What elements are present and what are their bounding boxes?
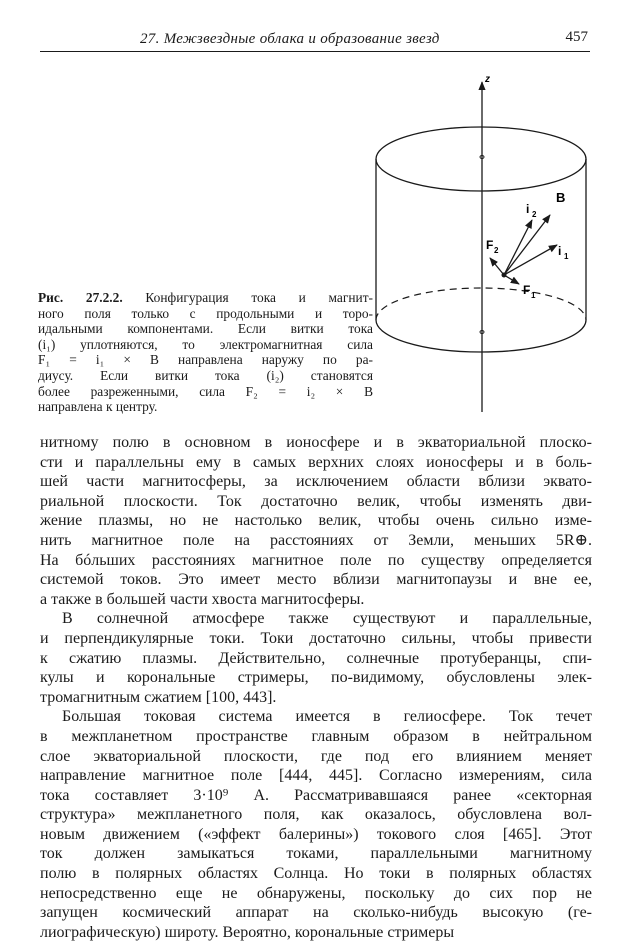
text-line: ток должен замыкаться токами, параллельными магнитному — [40, 845, 592, 863]
text-line: и перпендикулярные токи. Токи достаточно сильны, чтобы привести — [40, 629, 592, 647]
caption-line: более разреженными, сила F₂ = i₂ × B — [38, 383, 373, 399]
text-line: непосредственно еще не обнаружены, поскольку до сих пор не — [40, 884, 592, 902]
vector-b — [504, 215, 550, 275]
caption-label: Рис. 27.2.2. — [38, 290, 123, 305]
text-line: сти и параллельны ему в самых верхних слоях ионосферы и в боль- — [40, 453, 592, 471]
label-i2: i — [526, 202, 530, 216]
cylinder-top-ellipse — [376, 127, 586, 191]
z-axis-label: z — [485, 74, 490, 85]
label-f2: F — [486, 238, 494, 252]
paragraph — [40, 433, 592, 609]
text-line: направление магнитное поле [444, 445]. Согласно измерениям, сила — [40, 767, 592, 785]
label-i2-sub: 2 — [532, 210, 537, 219]
text-line: структура» межпланетного поля, как оказалось, обусловлена вол- — [40, 806, 592, 824]
text-line: к сжатию плазмы. Действительно, солнечные протуберанцы, спи- — [40, 649, 592, 667]
label-f2-sub: 2 — [494, 246, 499, 255]
text-line: Большая токовая система имеется в гелиосфере. Ток течет — [62, 708, 592, 726]
vector-f1 — [504, 275, 519, 284]
figure-caption — [38, 290, 373, 415]
text-line: новым движением («эффект балерины») токового слоя [465]. Этот — [40, 825, 592, 843]
caption-line: (i₁) уплотняются, то электромагнитная сила — [38, 336, 373, 352]
text-line: а также в большей части хвоста магнитосферы. — [40, 590, 365, 608]
text-line: шей части магнитосферы, за исключением области вблизи эквато- — [40, 473, 592, 491]
cylinder-diagram-svg — [360, 62, 600, 422]
label-i1-sub: 1 — [564, 252, 569, 261]
text-line: На бóльших расстояниях магнитное поле по существу определяется — [40, 551, 592, 569]
caption-line: Рис. 27.2.2. Конфигурация тока и магнит- — [38, 290, 374, 305]
text-line: тромагнитным сжатием [100, 443]. — [40, 688, 277, 706]
text-line: нить магнитное поле на расстояниях от Земли, меньших 5R⊕. — [40, 531, 592, 549]
caption-line: ного поля только с продольными и торо- — [38, 305, 373, 321]
label-f1: F — [523, 283, 531, 297]
label-b: B — [556, 190, 566, 205]
header-title: 27. Межзвездные облака и образование звезд — [140, 31, 440, 47]
paragraph — [40, 707, 592, 942]
label-f1-sub: 1 — [531, 291, 536, 300]
text-line: кулы и корональные стримеры, по-видимому, обусловлены элек- — [40, 669, 592, 687]
caption-line: диусу. Если витки тока (i₂) становятся — [38, 367, 373, 383]
text-line: слое экваториальной плоскости, где под его влиянием меняет — [40, 747, 592, 765]
text-line: жение плазмы, но не настолько велик, чтобы очень сильно изме- — [40, 512, 592, 530]
vector-f2 — [490, 258, 504, 275]
figure-cylinder-diagram — [360, 62, 600, 422]
caption-line: направлена к центру. — [38, 399, 158, 415]
text-line: полю в полярных областях Солнца. Но токи в полярных областях — [40, 865, 592, 883]
text-line: тока составляет 3·10⁹ А. Рассматривавшаяся ранее «секторная — [40, 786, 592, 804]
text-line: риальной плоскости. Ток достаточно велик, чтобы изменять дви- — [40, 492, 592, 510]
text-line: в межпланетном пространстве главным образом в нейтральном — [40, 727, 592, 745]
label-i1: i — [558, 244, 562, 258]
cylinder-bottom-back — [376, 288, 586, 320]
text-line: нитному полю в основном в ионосфере и в экваториальной плоско- — [40, 434, 592, 451]
caption-line: F₁ = i₁ × B направлена наружу по ра- — [38, 352, 373, 368]
text-line: системой токов. Это имеет место вблизи магнитопаузы и вне ее, — [40, 571, 592, 589]
paragraph — [40, 609, 592, 707]
body-text — [40, 433, 592, 942]
text-line: запущен космический аппарат на сколько-нибудь высокую (ге- — [40, 904, 592, 922]
page-number: 457 — [565, 29, 588, 45]
running-header — [40, 31, 590, 52]
caption-line: идальными компонентами. Если витки тока — [38, 321, 373, 337]
text-line: лиографическую) широту. Вероятно, корональные стримеры — [40, 923, 455, 941]
text-line: В солнечной атмосфере также существуют и параллельные, — [62, 610, 592, 628]
cylinder-bottom-front — [376, 320, 586, 352]
